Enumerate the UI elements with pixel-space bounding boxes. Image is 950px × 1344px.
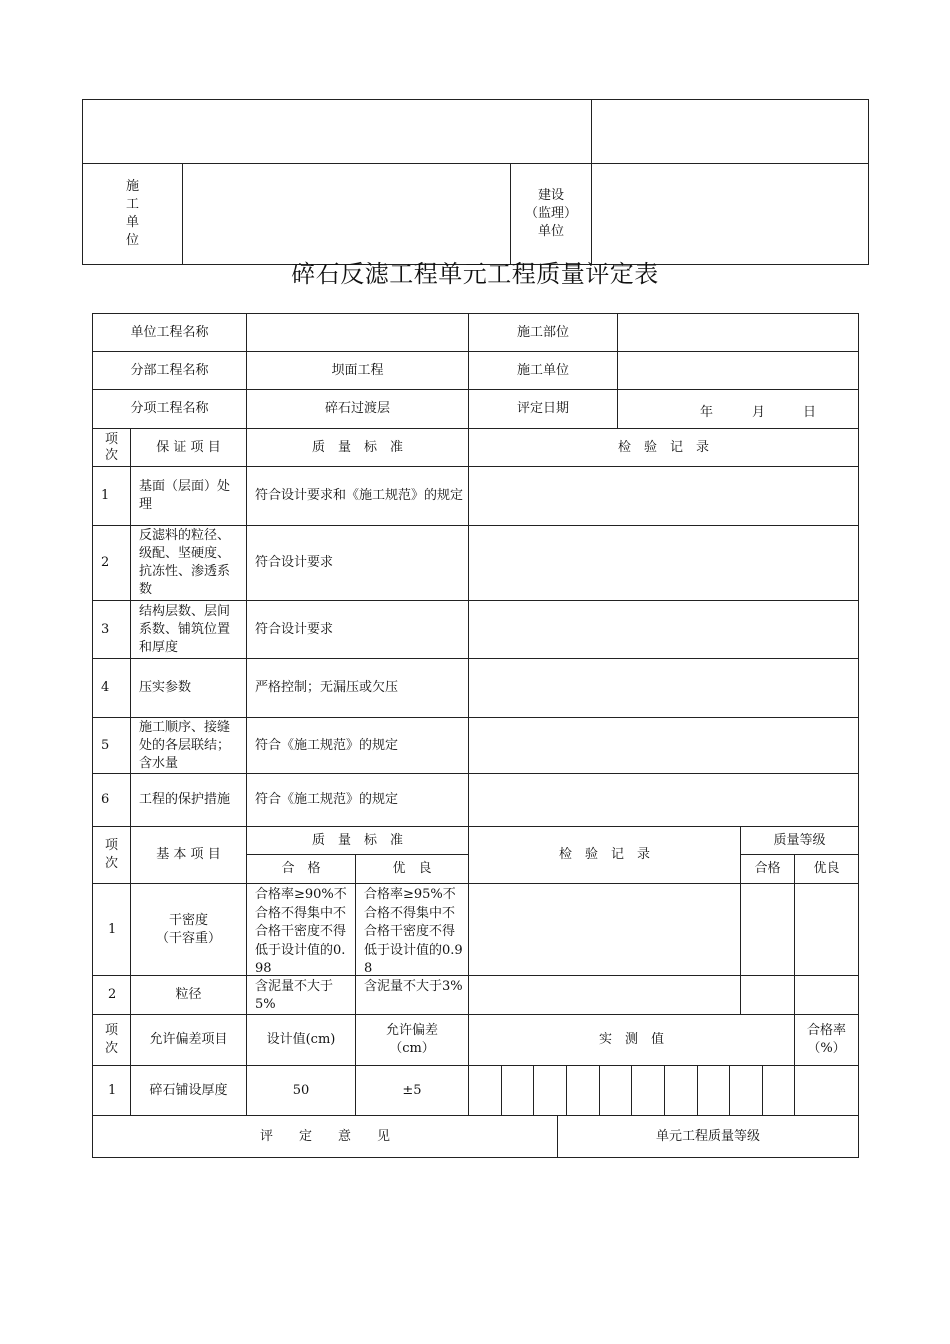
tolerance-row-design: 50 — [292, 1082, 310, 1098]
basic-row-record[interactable] — [469, 884, 740, 975]
guarantee-row-standard: 符合设计要求 — [255, 621, 334, 637]
tolerance-col-allow-line2: （cm） — [389, 1041, 435, 1056]
basic-row-item — [131, 976, 246, 1014]
basic-col-grade: 质量等级 — [773, 832, 826, 848]
basic-row-no: 1 — [108, 921, 117, 937]
basic-col-good: 优 良 — [392, 861, 432, 876]
unit-quality-grade-label: 单元工程质量等级 — [655, 1128, 760, 1144]
construction-unit-info-value[interactable] — [618, 352, 858, 389]
tolerance-col-allow — [356, 1015, 468, 1065]
guarantee-row-record[interactable] — [469, 601, 858, 658]
guarantee-row-standard: 符合《施工规范》的规定 — [255, 737, 399, 753]
guarantee-col-standard: 质 量 标 准 — [311, 439, 403, 455]
guarantee-row-standard: 符合设计要求 — [255, 555, 334, 570]
guarantee-row-item: 结构层数、层间系数、铺筑位置和厚度 — [139, 603, 231, 655]
guarantee-row-no: 4 — [101, 680, 110, 695]
tolerance-col-item: 允许偏差项目 — [149, 1032, 228, 1047]
tolerance-col-allow-line1: 允许偏差 — [385, 1023, 438, 1038]
tolerance-row-item: 碎石铺设厚度 — [149, 1082, 228, 1098]
date-month: 月 — [752, 405, 766, 420]
guarantee-row-standard: 符合设计要求和《施工规范》的规定 — [255, 488, 463, 503]
assessment-date-label: 评定日期 — [516, 401, 569, 416]
guarantee-row-standard: 严格控制；无漏压或欠压 — [255, 680, 399, 695]
basic-col-grade-pass: 合格 — [754, 861, 781, 876]
guarantee-col-record: 检 验 记 录 — [617, 439, 709, 455]
basic-row-good: 含泥量不大于3% — [364, 979, 463, 994]
basic-row-item-line1: 粒径 — [175, 987, 202, 1002]
guarantee-row-no: 6 — [101, 792, 110, 807]
basic-row-grade-pass[interactable] — [741, 976, 794, 1014]
construction-part-label: 施工部位 — [516, 324, 569, 340]
guarantee-row-item: 反滤料的粒径、级配、坚硬度、抗冻性、渗透系数 — [139, 528, 231, 597]
owner-label-line1: 建设 — [537, 188, 564, 203]
basic-row-pass: 含泥量不大于5% — [255, 979, 334, 1012]
guarantee-row-item: 基面（层面）处理 — [139, 479, 231, 512]
owner-label-line2: （监理） — [524, 206, 577, 221]
basic-col-no: 项 次 — [104, 838, 118, 871]
guarantee-row-record[interactable] — [469, 718, 858, 773]
guarantee-col-no: 项 次 — [104, 431, 118, 463]
basic-row-item — [131, 884, 246, 975]
guarantee-col-item: 保 证 项 目 — [156, 439, 221, 455]
unit-project-name-value[interactable] — [247, 314, 468, 351]
guarantee-row-item: 压实参数 — [139, 680, 192, 695]
basic-col-grade-good: 优良 — [813, 861, 840, 876]
date-year: 年 — [700, 405, 714, 420]
page-title: 碎石反滤工程单元工程质量评定表 — [291, 260, 659, 288]
basic-row-no: 2 — [108, 987, 117, 1002]
division-project-name-value[interactable]: 坝面工程 — [331, 362, 384, 378]
basic-row-grade-pass[interactable] — [741, 884, 794, 975]
guarantee-row-record[interactable] — [469, 526, 858, 600]
construction-unit-info-label: 施工单位 — [516, 362, 569, 378]
construction-unit-label: 施 工 单 位 — [125, 179, 139, 248]
assessment-opinion-label: 评 定 意 见 — [259, 1128, 390, 1144]
guarantee-row-no: 5 — [101, 737, 110, 753]
owner-label-line3: 单位 — [537, 224, 564, 239]
guarantee-row-item: 施工顺序、接缝处的各层联结；含水量 — [139, 719, 231, 771]
owner-supervisor-label — [511, 164, 591, 264]
tolerance-col-rate-line1: 合格率 — [806, 1023, 846, 1038]
basic-row-record[interactable] — [469, 976, 740, 1014]
item-project-name-value[interactable]: 碎石过渡层 — [324, 401, 390, 416]
item-project-name-label: 分项工程名称 — [130, 401, 209, 416]
guarantee-row-record[interactable] — [469, 774, 858, 826]
basic-col-pass: 合 格 — [281, 861, 321, 876]
guarantee-row-item: 工程的保护措施 — [139, 792, 231, 807]
basic-row-pass: 合格率≥90%不合格不得集中不合格干密度不得低于设计值的0.98 — [255, 887, 347, 975]
tolerance-col-rate-line2: （%） — [807, 1041, 846, 1056]
construction-part-value[interactable] — [618, 314, 858, 351]
tolerance-col-measured: 实 测 值 — [598, 1032, 664, 1047]
tolerance-col-design: 设计值(cm) — [266, 1032, 336, 1047]
guarantee-row-record[interactable] — [469, 659, 858, 717]
division-project-name-label: 分部工程名称 — [130, 362, 209, 378]
unit-project-name-label: 单位工程名称 — [130, 324, 209, 340]
basic-row-grade-good[interactable] — [795, 884, 858, 975]
tolerance-row-allow: ±5 — [402, 1082, 422, 1098]
basic-row-item-line2: （干容重） — [155, 930, 221, 946]
guarantee-row-no: 3 — [101, 621, 110, 637]
guarantee-row-record[interactable] — [469, 467, 858, 525]
tolerance-col-rate — [795, 1015, 858, 1065]
date-day: 日 — [803, 405, 817, 420]
basic-row-good: 合格率≥95%不合格不得集中不合格干密度不得低于设计值的0.98 — [364, 887, 463, 975]
tolerance-col-no: 项 次 — [104, 1023, 118, 1056]
guarantee-row-standard: 符合《施工规范》的规定 — [255, 792, 399, 807]
basic-col-item: 基 本 项 目 — [156, 847, 221, 862]
basic-col-standard: 质 量 标 准 — [311, 832, 403, 848]
tolerance-row-no: 1 — [108, 1082, 117, 1098]
guarantee-row-no: 1 — [101, 488, 110, 503]
guarantee-row-no: 2 — [101, 555, 110, 570]
basic-row-item-line1: 干密度 — [168, 912, 208, 928]
basic-col-record: 检 验 记 录 — [558, 847, 650, 862]
basic-row-grade-good[interactable] — [795, 976, 858, 1014]
tolerance-row-rate[interactable] — [795, 1066, 858, 1115]
